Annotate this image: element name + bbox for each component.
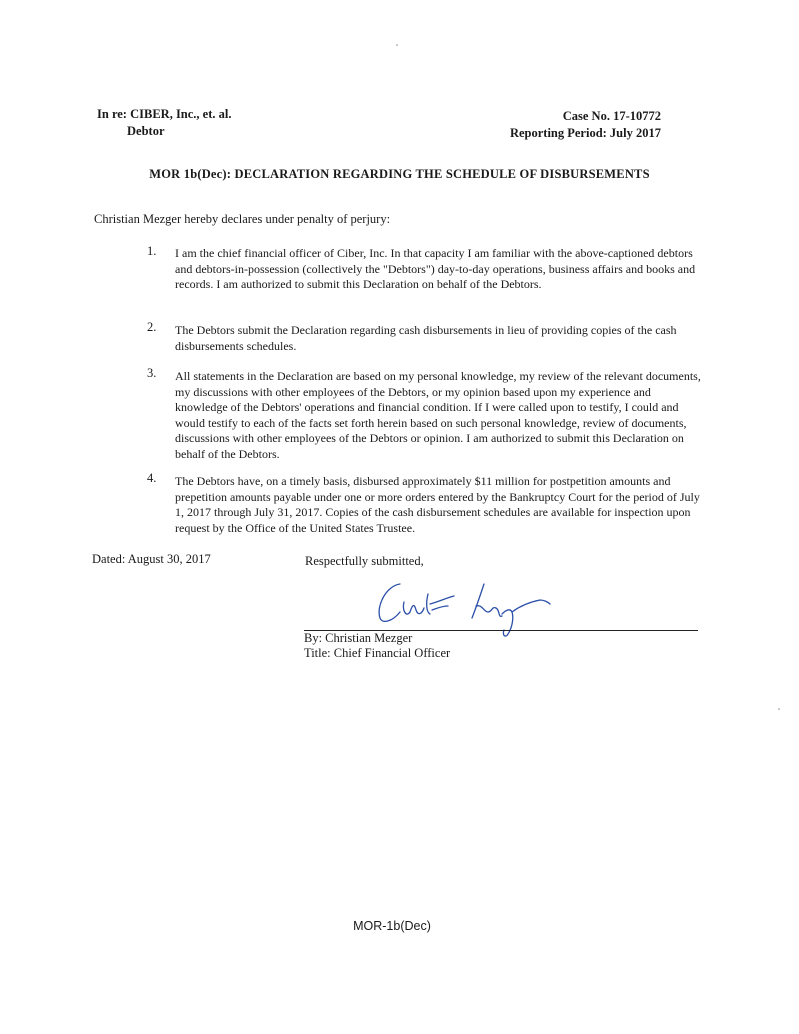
paragraph-number: 4. bbox=[147, 471, 157, 485]
scan-speck bbox=[778, 708, 780, 710]
paragraph-line: knowledge of the Debtors' operations and financial condition. If I were called upon to testify, I could and bbox=[175, 400, 679, 415]
paragraph-line: and debtors-in-possession (collectively the "Debtors") day-to-day operations, business affairs and books and bbox=[175, 261, 696, 276]
respectfully-submitted: Respectfully submitted, bbox=[305, 554, 424, 568]
paragraph-3 bbox=[175, 369, 703, 463]
case-number: Case No. 17-10772 bbox=[562, 109, 661, 123]
paragraph-line: behalf of the Debtors. bbox=[175, 446, 280, 461]
paragraph-line: discussions with other employees of the Debtors or opinion. I am authorized to submit this Declaration on bbox=[175, 431, 684, 446]
paragraph-line: I am the chief financial officer of Ciber, Inc. In that capacity I am familiar with the above-captioned debtors bbox=[175, 246, 693, 260]
paragraph-line: records. I am authorized to submit this Declaration on behalf of the Debtors. bbox=[175, 277, 542, 292]
page-footer: MOR-1b(Dec) bbox=[353, 919, 431, 933]
intro-statement: Christian Mezger hereby declares under penalty of perjury: bbox=[94, 212, 391, 226]
signer-title: Title: Chief Financial Officer bbox=[304, 646, 451, 660]
paragraph-line: prepetition amounts payable under one or more orders entered by the Bankruptcy Court for the period of July bbox=[175, 489, 700, 504]
paragraph-line: All statements in the Declaration are based on my personal knowledge, my review of the relevant documents, bbox=[175, 369, 701, 383]
case-caption-left bbox=[97, 106, 232, 140]
document-title: MOR 1b(Dec): DECLARATION REGARDING THE SCHEDULE OF DISBURSEMENTS bbox=[149, 167, 650, 181]
paragraph-4 bbox=[175, 474, 703, 536]
case-caption-right bbox=[509, 108, 661, 142]
paragraph-line: would testify to each of the facts set forth herein based on such personal knowledge, review of documents, bbox=[175, 415, 687, 430]
dated-line: Dated: August 30, 2017 bbox=[92, 552, 211, 566]
debtor-label: Debtor bbox=[127, 124, 165, 138]
paragraph-line: The Debtors submit the Declaration regarding cash disbursements in lieu of providing copies of the cash bbox=[175, 323, 677, 337]
scan-speck bbox=[396, 44, 398, 46]
in-re-line: In re: CIBER, Inc., et. al. bbox=[97, 107, 232, 121]
paragraph-line: 1, 2017 through July 31, 2017. Copies of the cash disbursement schedules are available for inspection upon bbox=[175, 505, 691, 520]
reporting-period: Reporting Period: July 2017 bbox=[509, 126, 661, 140]
paragraph-line: The Debtors have, on a timely basis, disbursed approximately $11 million for postpetition amounts and bbox=[175, 474, 671, 488]
paragraph-number: 2. bbox=[147, 320, 157, 334]
paragraph-1 bbox=[175, 246, 703, 293]
paragraph-line: my discussions with other employees of the Debtors, or my opinion based upon my experience and bbox=[175, 384, 651, 399]
paragraph-line: request by the Office of the United States Trustee. bbox=[175, 520, 416, 535]
paragraph-2 bbox=[175, 323, 703, 354]
paragraph-number: 3. bbox=[147, 366, 157, 380]
signer-name: By: Christian Mezger bbox=[304, 631, 413, 645]
paragraph-line: disbursements schedules. bbox=[175, 338, 297, 353]
paragraph-number: 1. bbox=[147, 244, 157, 258]
